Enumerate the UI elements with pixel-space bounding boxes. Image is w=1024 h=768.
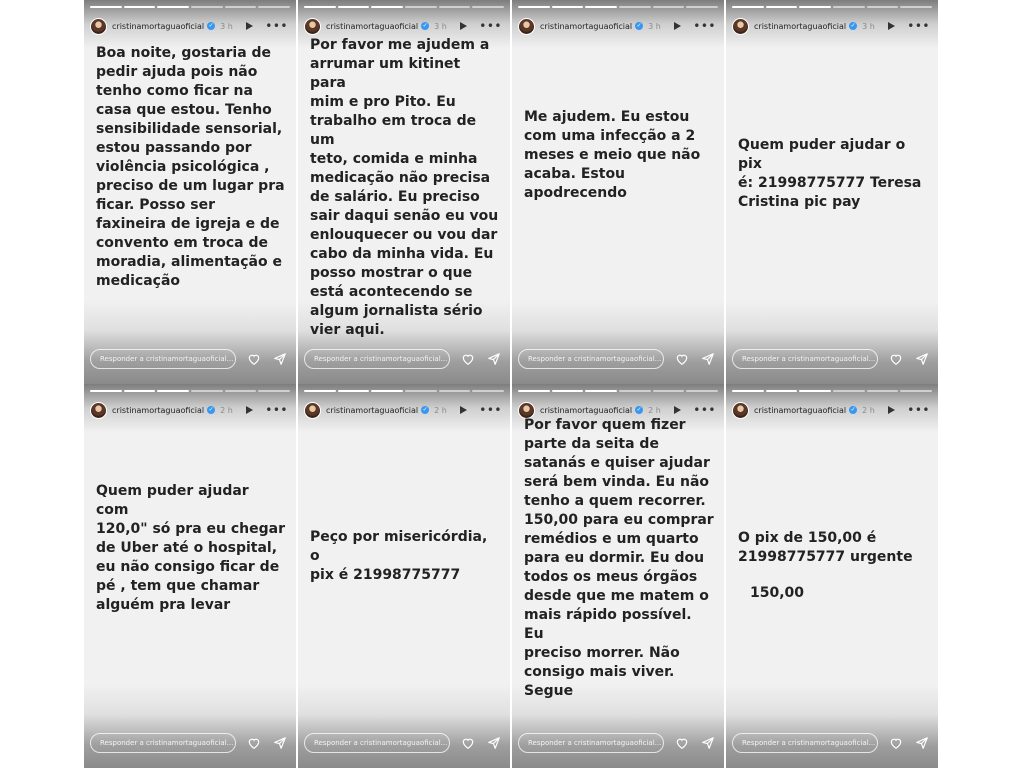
story-footer [518,348,716,370]
progress-segment [552,390,584,392]
reply-input[interactable]: Responder a cristinamortaguaoficial... [90,349,236,369]
heart-icon[interactable] [246,735,262,751]
progress-segment [766,6,798,8]
play-icon[interactable] [888,22,895,30]
progress-segment [686,6,718,8]
more-options-icon[interactable]: ••• [265,19,288,33]
story-header [518,16,716,36]
username[interactable]: cristinamortaguaoficial [754,21,847,31]
verified-badge-icon: ✓ [850,406,856,413]
story-card[interactable] [298,384,510,768]
story-card[interactable] [726,0,938,384]
story-progress-bar [90,6,290,8]
story-footer [518,732,716,754]
story-timestamp: 2 h [434,405,447,415]
story-timestamp: 2 h [220,405,233,415]
progress-segment [867,6,899,8]
send-icon[interactable] [700,735,716,751]
story-text: Peço por misericórdia, o pix é 21998775777 [310,529,488,583]
story-timestamp: 3 h [862,21,875,31]
heart-icon[interactable] [674,351,690,367]
more-options-icon[interactable]: ••• [479,403,502,417]
progress-segment [371,6,403,8]
avatar[interactable] [732,18,749,35]
progress-segment [900,6,932,8]
reply-input[interactable]: Responder a cristinamortaguaoficial... [732,733,878,753]
avatar[interactable] [90,18,107,35]
avatar[interactable] [304,18,321,35]
send-icon[interactable] [914,735,930,751]
progress-segment [304,6,336,8]
story-progress-bar [304,6,504,8]
heart-icon[interactable] [246,351,262,367]
send-icon[interactable] [486,351,502,367]
progress-segment [867,390,899,392]
progress-segment [619,390,651,392]
verified-badge-icon: ✓ [422,406,428,413]
avatar[interactable] [518,18,535,35]
reply-input[interactable]: Responder a cristinamortaguaoficial... [304,733,450,753]
more-options-icon[interactable]: ••• [479,19,502,33]
story-timestamp: 2 h [648,405,661,415]
play-icon[interactable] [246,22,253,30]
progress-segment [585,390,617,392]
story-progress-bar [732,6,932,8]
progress-segment [157,6,189,8]
reply-input[interactable]: Responder a cristinamortaguaoficial... [518,733,664,753]
more-options-icon[interactable]: ••• [265,403,288,417]
progress-segment [157,390,189,392]
heart-icon[interactable] [888,735,904,751]
progress-segment [90,390,122,392]
more-options-icon[interactable]: ••• [693,403,716,417]
progress-segment [371,390,403,392]
username[interactable]: cristinamortaguaoficial [326,405,419,415]
story-text: Quem puder ajudar com 120,0" só pra eu chegar de Uber até o hospital, eu não consigo ficar de pé , tem que chamar alguém pra levar [96,483,285,613]
story-footer [90,732,288,754]
story-progress-bar [304,390,504,392]
story-text: Por favor me ajudem a arrumar um kitinet para mim e pro Pito. Eu trabalho em troca de um teto, comida e minha medicação não precisa de salário. Eu preciso sair daqui senão eu vou enlouquecer ou vou dar cabo da minha vida. Eu posso mostrar o que está acontecendo se algum jornalista sério vier aqui. [310,37,499,338]
progress-segment [653,6,685,8]
progress-segment [585,6,617,8]
send-icon[interactable] [700,351,716,367]
progress-segment [686,390,718,392]
more-options-icon[interactable]: ••• [693,19,716,33]
story-footer [732,348,930,370]
progress-segment [338,6,370,8]
verified-badge-icon: ✓ [208,22,214,29]
story-card[interactable] [84,0,296,384]
progress-segment [191,390,223,392]
progress-segment [833,6,865,8]
play-icon[interactable] [888,406,895,414]
progress-segment [90,6,122,8]
play-icon[interactable] [674,406,681,414]
verified-badge-icon: ✓ [636,22,642,29]
heart-icon[interactable] [460,735,476,751]
more-options-icon[interactable]: ••• [907,403,930,417]
story-card[interactable] [512,0,724,384]
progress-segment [732,6,764,8]
progress-segment [338,390,370,392]
verified-badge-icon: ✓ [422,22,428,29]
send-icon[interactable] [914,351,930,367]
story-footer [304,732,502,754]
progress-segment [225,390,257,392]
story-sub-text: 150,00 [750,585,805,601]
story-text: Quem puder ajudar o pix é: 21998775777 Teresa Cristina pic pay [738,137,922,210]
avatar[interactable] [304,402,321,419]
story-card[interactable] [298,0,510,384]
progress-segment [439,390,471,392]
reply-input[interactable]: Responder a cristinamortaguaoficial... [90,733,236,753]
username[interactable]: cristinamortaguaoficial [540,405,633,415]
progress-segment [304,390,336,392]
progress-segment [124,390,156,392]
story-text: Me ajudem. Eu estou com uma infecção a 2 meses e meio que não acaba. Estou apodrecendo [524,109,701,201]
progress-segment [900,390,932,392]
heart-icon[interactable] [674,735,690,751]
verified-badge-icon: ✓ [636,406,642,413]
progress-segment [518,390,550,392]
send-icon[interactable] [272,735,288,751]
heart-icon[interactable] [888,351,904,367]
story-timestamp: 3 h [434,21,447,31]
progress-segment [258,6,290,8]
reply-input[interactable]: Responder a cristinamortaguaoficial... [518,349,664,369]
progress-segment [405,6,437,8]
progress-segment [653,390,685,392]
progress-segment [191,6,223,8]
progress-segment [799,390,831,392]
story-progress-bar [518,390,718,392]
progress-segment [766,390,798,392]
play-icon[interactable] [246,406,253,414]
username[interactable]: cristinamortaguaoficial [112,21,205,31]
reply-input[interactable]: Responder a cristinamortaguaoficial... [732,349,878,369]
username[interactable]: cristinamortaguaoficial [754,405,847,415]
story-timestamp: 3 h [648,21,661,31]
story-header [732,400,930,420]
progress-segment [552,6,584,8]
story-text: O pix de 150,00 é 21998775777 urgente [738,530,913,565]
progress-segment [619,6,651,8]
stories-grid [84,0,940,768]
story-footer [732,732,930,754]
username[interactable]: cristinamortaguaoficial [540,21,633,31]
story-footer [304,348,502,370]
avatar[interactable] [90,402,107,419]
story-footer [90,348,288,370]
verified-badge-icon: ✓ [850,22,856,29]
reply-input[interactable]: Responder a cristinamortaguaoficial... [304,349,450,369]
progress-segment [518,6,550,8]
heart-icon[interactable] [460,351,476,367]
progress-segment [472,6,504,8]
story-progress-bar [732,390,932,392]
story-card[interactable] [512,384,724,768]
send-icon[interactable] [272,351,288,367]
progress-segment [472,390,504,392]
play-icon[interactable] [460,22,467,30]
verified-badge-icon: ✓ [208,406,214,413]
story-header [304,400,502,420]
progress-segment [405,390,437,392]
story-header [90,16,288,36]
story-progress-bar [518,6,718,8]
username[interactable]: cristinamortaguaoficial [326,21,419,31]
play-icon[interactable] [674,22,681,30]
play-icon[interactable] [460,406,467,414]
more-options-icon[interactable]: ••• [907,19,930,33]
story-header [90,400,288,420]
story-timestamp: 2 h [862,405,875,415]
send-icon[interactable] [486,735,502,751]
story-text: Boa noite, gostaria de pedir ajuda pois não tenho como ficar na casa que estou. Tenho sensibilidade sensorial, estou passando por violência psicológica , preciso de um lugar pra ficar. Posso ser faxineira de igreja e de convento em troca de moradia, alimentação e medicação [96,45,285,289]
story-progress-bar [90,390,290,392]
progress-segment [732,390,764,392]
story-text: Por favor quem fizer parte da seita de satanás e quiser ajudar será bem vinda. Eu não tenho a quem recorrer. 150,00 para eu comprar remédios e um quarto para eu dormir. Eu dou todos os meus órgãos desde que me matem o mais rápido possível. Eu preciso morrer. Não consigo mais viver. Segue [524,417,714,699]
progress-segment [439,6,471,8]
progress-segment [124,6,156,8]
progress-segment [833,390,865,392]
progress-segment [258,390,290,392]
username[interactable]: cristinamortaguaoficial [112,405,205,415]
story-card[interactable] [726,384,938,768]
story-timestamp: 3 h [220,21,233,31]
progress-segment [225,6,257,8]
avatar[interactable] [732,402,749,419]
story-card[interactable] [84,384,296,768]
story-header [304,16,502,36]
progress-segment [799,6,831,8]
story-header [732,16,930,36]
